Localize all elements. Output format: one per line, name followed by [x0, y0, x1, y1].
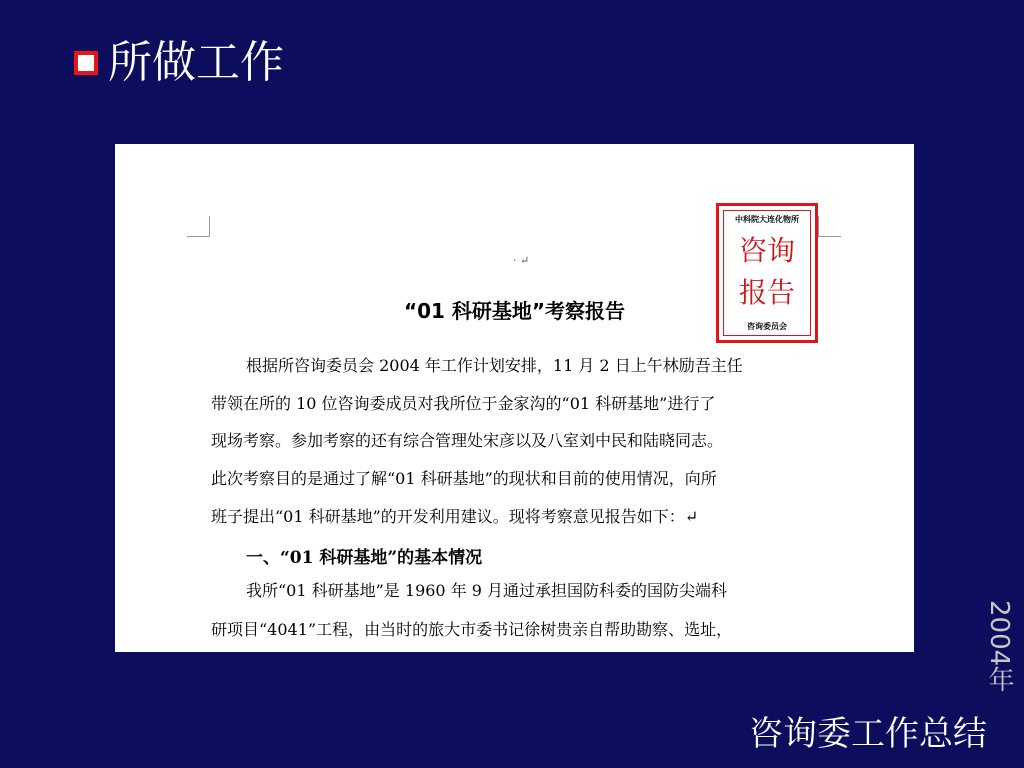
footer-title: 咨询委工作总结 [749, 714, 987, 754]
document-line: 研项目“4041”工程，由当时的旅大市委书记徐树贵亲自帮助勘察、选址， [211, 620, 733, 639]
paragraph-mark: · ↵ [513, 254, 530, 267]
document-line: 我所“01 科研基地”是 1960 年 9 月通过承担国防科委的国防尖端科 [246, 581, 728, 600]
side-year-label: 2004年 [984, 600, 1014, 693]
section-heading: 一、“01 科研基地”的基本情况 [246, 548, 483, 568]
document-line: 根据所咨询委员会 2004 年工作计划安排，11 月 2 日上午林励吾主任 [246, 356, 743, 375]
document-line: 现场考察。参加考察的还有综合管理处宋彦以及八室刘中民和陆晓同志。 [211, 431, 724, 450]
stamp-line1: 咨询 [738, 234, 795, 267]
stamp-top-text: 中科院大连化物所 [735, 214, 799, 224]
document-line: 班子提出“01 科研基地”的开发利用建议。现将考察意见报告如下：↵ [211, 507, 699, 526]
margin-corner-mark-right [818, 216, 841, 237]
document-screenshot [115, 144, 914, 652]
slide-title-text: 所做工作 [108, 37, 284, 88]
document-title: “01 科研基地”考察报告 [403, 299, 626, 323]
slide-title [74, 36, 284, 90]
document-line: 带领在所的 10 位咨询委成员对我所位于金家沟的“01 科研基地”进行了 [211, 394, 716, 413]
margin-corner-mark-left [187, 216, 210, 237]
stamp-line2: 报告 [738, 276, 795, 309]
bullet-square-icon [74, 51, 98, 75]
document-line: 此次考察目的是通过了解“01 科研基地”的现状和目前的使用情况，向所 [211, 469, 717, 488]
stamp-bottom-text: 咨询委员会 [747, 321, 787, 331]
